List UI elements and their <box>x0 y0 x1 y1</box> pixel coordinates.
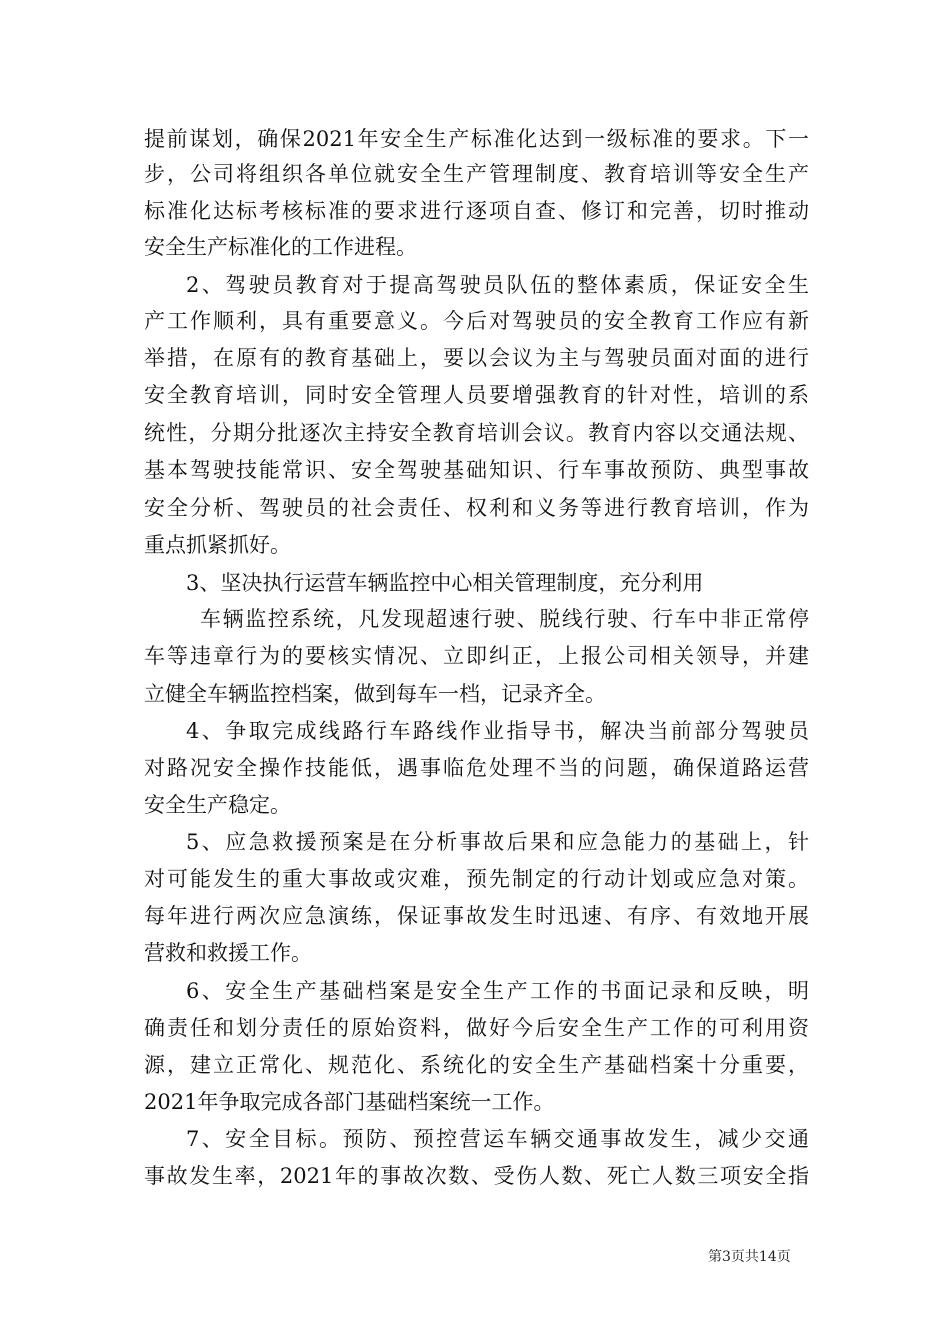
paragraph-start-5: 5、应急救援预案是在分析事故后果和应急能力的基础上，针 <box>186 830 809 854</box>
text-line: 对路况安全操作技能低，遇事临危处理不当的问题，确保道路运营 <box>144 756 809 780</box>
text-line: 每年进行两次应急演练，保证事故发生时迅速、有序、有效地开展 <box>144 904 809 928</box>
text-line: 源，建立正常化、规范化、系统化的安全生产基础档案十分重要， <box>144 1053 809 1077</box>
text-line: 举措，在原有的教育基础上，要以会议为主与驾驶员面对面的进行 <box>144 346 809 370</box>
text-line: 重点抓紧抓好。 <box>144 533 291 557</box>
paragraph-start-2: 2、驾驶员教育对于提高驾驶员队伍的整体素质，保证安全生 <box>186 273 809 297</box>
text-line: 步，公司将组织各单位就安全生产管理制度、教育培训等安全生产 <box>144 162 809 186</box>
paragraph-start-6: 6、安全生产基础档案是安全生产工作的书面记录和反映，明 <box>186 979 809 1003</box>
paragraph-start-4: 4、争取完成线路行车路线作业指导书，解决当前部分驾驶员 <box>186 719 809 743</box>
text-line: 对可能发生的重大事故或灾难，预先制定的行动计划或应急对策。 <box>144 867 809 891</box>
text-line: 安全教育培训，同时安全管理人员要增强教育的针对性，培训的系 <box>144 383 809 407</box>
text-line: 提前谋划，确保2021年安全生产标准化达到一级标准的要求。下一 <box>144 127 809 151</box>
paragraph-start-7: 7、安全目标。预防、预控营运车辆交通事故发生，减少交通 <box>186 1127 809 1151</box>
text-line: 安全生产稳定。 <box>144 793 291 817</box>
paragraph-start-3: 3、坚决执行运营车辆监控中心相关管理制度，充分利用 <box>186 571 704 595</box>
text-line: 安全分析、驾驶员的社会责任、权利和义务等进行教育培训，作为 <box>144 496 809 520</box>
text-line: 2021年争取完成各部门基础档案统一工作。 <box>144 1090 555 1114</box>
text-line: 基本驾驶技能常识、安全驾驶基础知识、行车事故预防、典型事故 <box>144 458 809 482</box>
text-line: 立健全车辆监控档案，做到每车一档，记录齐全。 <box>144 682 606 706</box>
text-line: 营救和救援工作。 <box>144 941 312 965</box>
text-line: 车辆监控系统，凡发现超速行驶、脱线行驶、行车中非正常停 <box>200 607 809 631</box>
page-number: 第3页共14页 <box>708 1249 791 1265</box>
text-line: 产工作顺利，具有重要意义。今后对驾驶员的安全教育工作应有新 <box>144 309 809 333</box>
text-line: 事故发生率，2021年的事故次数、受伤人数、死亡人数三项安全指 <box>144 1164 809 1188</box>
text-line: 统性，分期分批逐次主持安全教育培训会议。教育内容以交通法规、 <box>144 421 809 445</box>
text-line: 确责任和划分责任的原始资料，做好今后安全生产工作的可利用资 <box>144 1016 809 1040</box>
text-line: 标准化达标考核标准的要求进行逐项自查、修订和完善，切时推动 <box>144 199 809 223</box>
text-line: 安全生产标准化的工作进程。 <box>144 235 417 259</box>
text-line: 车等违章行为的要核实情况、立即纠正，上报公司相关领导，并建 <box>144 644 809 668</box>
